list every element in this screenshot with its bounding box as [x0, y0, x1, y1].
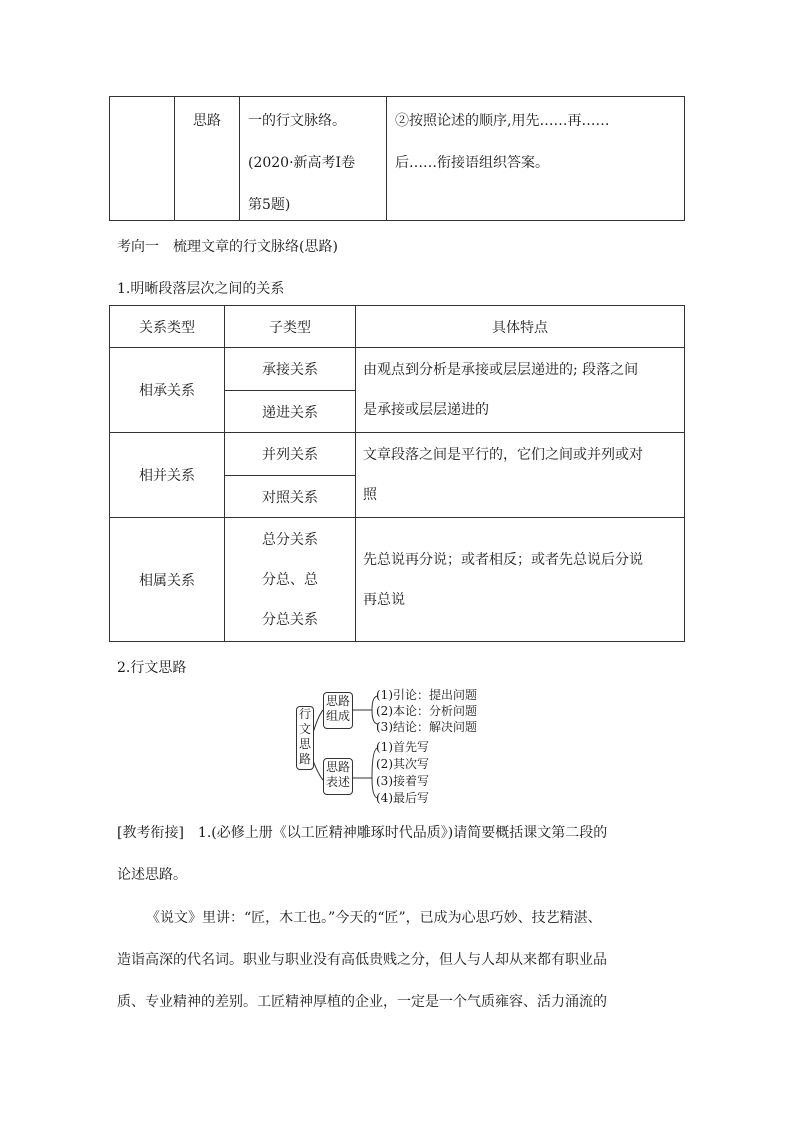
type-xiangshu: 相属关系	[110, 518, 225, 642]
sub-line: 总分关系	[262, 531, 318, 548]
heading-kaoxiang: 考向一 梳理文章的行文脉络(思路)	[117, 239, 338, 255]
diagram-item: (2)本论：分析问题	[376, 704, 477, 718]
sub-line: 分总、总	[262, 571, 318, 588]
source-line-3: 第5题)	[248, 197, 291, 213]
sub-line: 分总关系	[262, 611, 318, 628]
top-table-cell-empty	[110, 97, 175, 221]
method-line-1: ②按照论述的顺序,用先……再……	[395, 113, 610, 129]
sub-duizhao: 对照关系	[225, 476, 356, 518]
top-table-cell-siliu	[175, 97, 240, 221]
header-subtype: 子类型	[225, 306, 356, 348]
type-xiangcheng: 相承关系	[110, 348, 225, 433]
sub-chengjie: 承接关系	[225, 348, 356, 391]
top-table-cell-source	[240, 97, 387, 221]
top-table	[109, 96, 685, 221]
diagram-item: (2)其次写	[376, 757, 429, 771]
heading-xingwen: 2.行文思路	[117, 660, 187, 676]
source-line-2: (2020·新高考Ⅰ卷	[248, 155, 356, 171]
top-table-cell-method	[387, 97, 685, 221]
sub-dijin: 递进关系	[225, 391, 356, 433]
branch-label: 组成	[325, 709, 350, 723]
source-line-1: 一的行文脉络。	[248, 113, 346, 129]
passage-line-3: 质、专业精神的差别。工匠精神厚植的企业，一定是一个气质雍容、活力涌流的	[117, 994, 607, 1010]
sub-binglie: 并列关系	[225, 433, 356, 476]
branch-label: 思路	[325, 694, 350, 708]
method-line-2: 后……衔接语组织答案。	[395, 155, 549, 171]
relation-table	[109, 305, 685, 642]
sub-zongfen	[225, 518, 356, 642]
feature-xiangcheng	[356, 348, 685, 433]
passage-line-1: 《说文》里讲：“匠，木工也。”今天的“匠”，已成为心思巧妙、技艺精湛、	[146, 910, 602, 926]
feature-line: 照	[363, 487, 377, 503]
type-xiangbing: 相并关系	[110, 433, 225, 518]
siliu-label: 思路	[193, 113, 221, 129]
diagram-item: (1)首先写	[376, 740, 429, 754]
feature-line: 由观点到分析是承接或层层递进的; 段落之间	[363, 362, 639, 378]
heading-relations: 1.明晰段落层次之间的关系	[117, 281, 285, 297]
root-char: 路	[298, 752, 311, 766]
feature-line: 是承接或层层递进的	[363, 402, 489, 418]
feature-line: 先总说再分说；或者相反；或者先总说后分说	[363, 551, 643, 568]
feature-xiangshu	[356, 518, 685, 642]
root-char: 思	[298, 737, 311, 751]
branch-label: 表述	[325, 775, 350, 789]
diagram-root	[296, 706, 314, 770]
question-line-1: [教考衔接] 1.(必修上册《以工匠精神雕琢时代品质》)请简要概括课文第二段的	[117, 825, 608, 841]
diagram-item: (4)最后写	[376, 791, 429, 805]
feature-line: 再总说	[363, 591, 405, 608]
feature-line: 文章段落之间是平行的，它们之间或并列或对	[363, 447, 643, 463]
thinking-diagram	[290, 686, 500, 808]
header-type: 关系类型	[110, 306, 225, 348]
diagram-branch-zucheng	[323, 692, 353, 729]
branch-label: 思路	[325, 760, 350, 774]
header-feature: 具体特点	[356, 306, 685, 348]
root-char: 行	[298, 707, 311, 721]
diagram-item: (3)结论：解决问题	[376, 720, 477, 734]
feature-xiangbing	[356, 433, 685, 518]
question-line-2: 论述思路。	[117, 867, 187, 883]
diagram-item: (1)引论：提出问题	[376, 688, 477, 702]
root-char: 文	[298, 722, 311, 736]
diagram-item: (3)接着写	[376, 774, 429, 788]
passage-line-2: 造诣高深的代名词。职业与职业没有高低贵贱之分，但人与人却从来都有职业品	[117, 952, 607, 968]
diagram-branch-biaoshu	[323, 758, 353, 795]
